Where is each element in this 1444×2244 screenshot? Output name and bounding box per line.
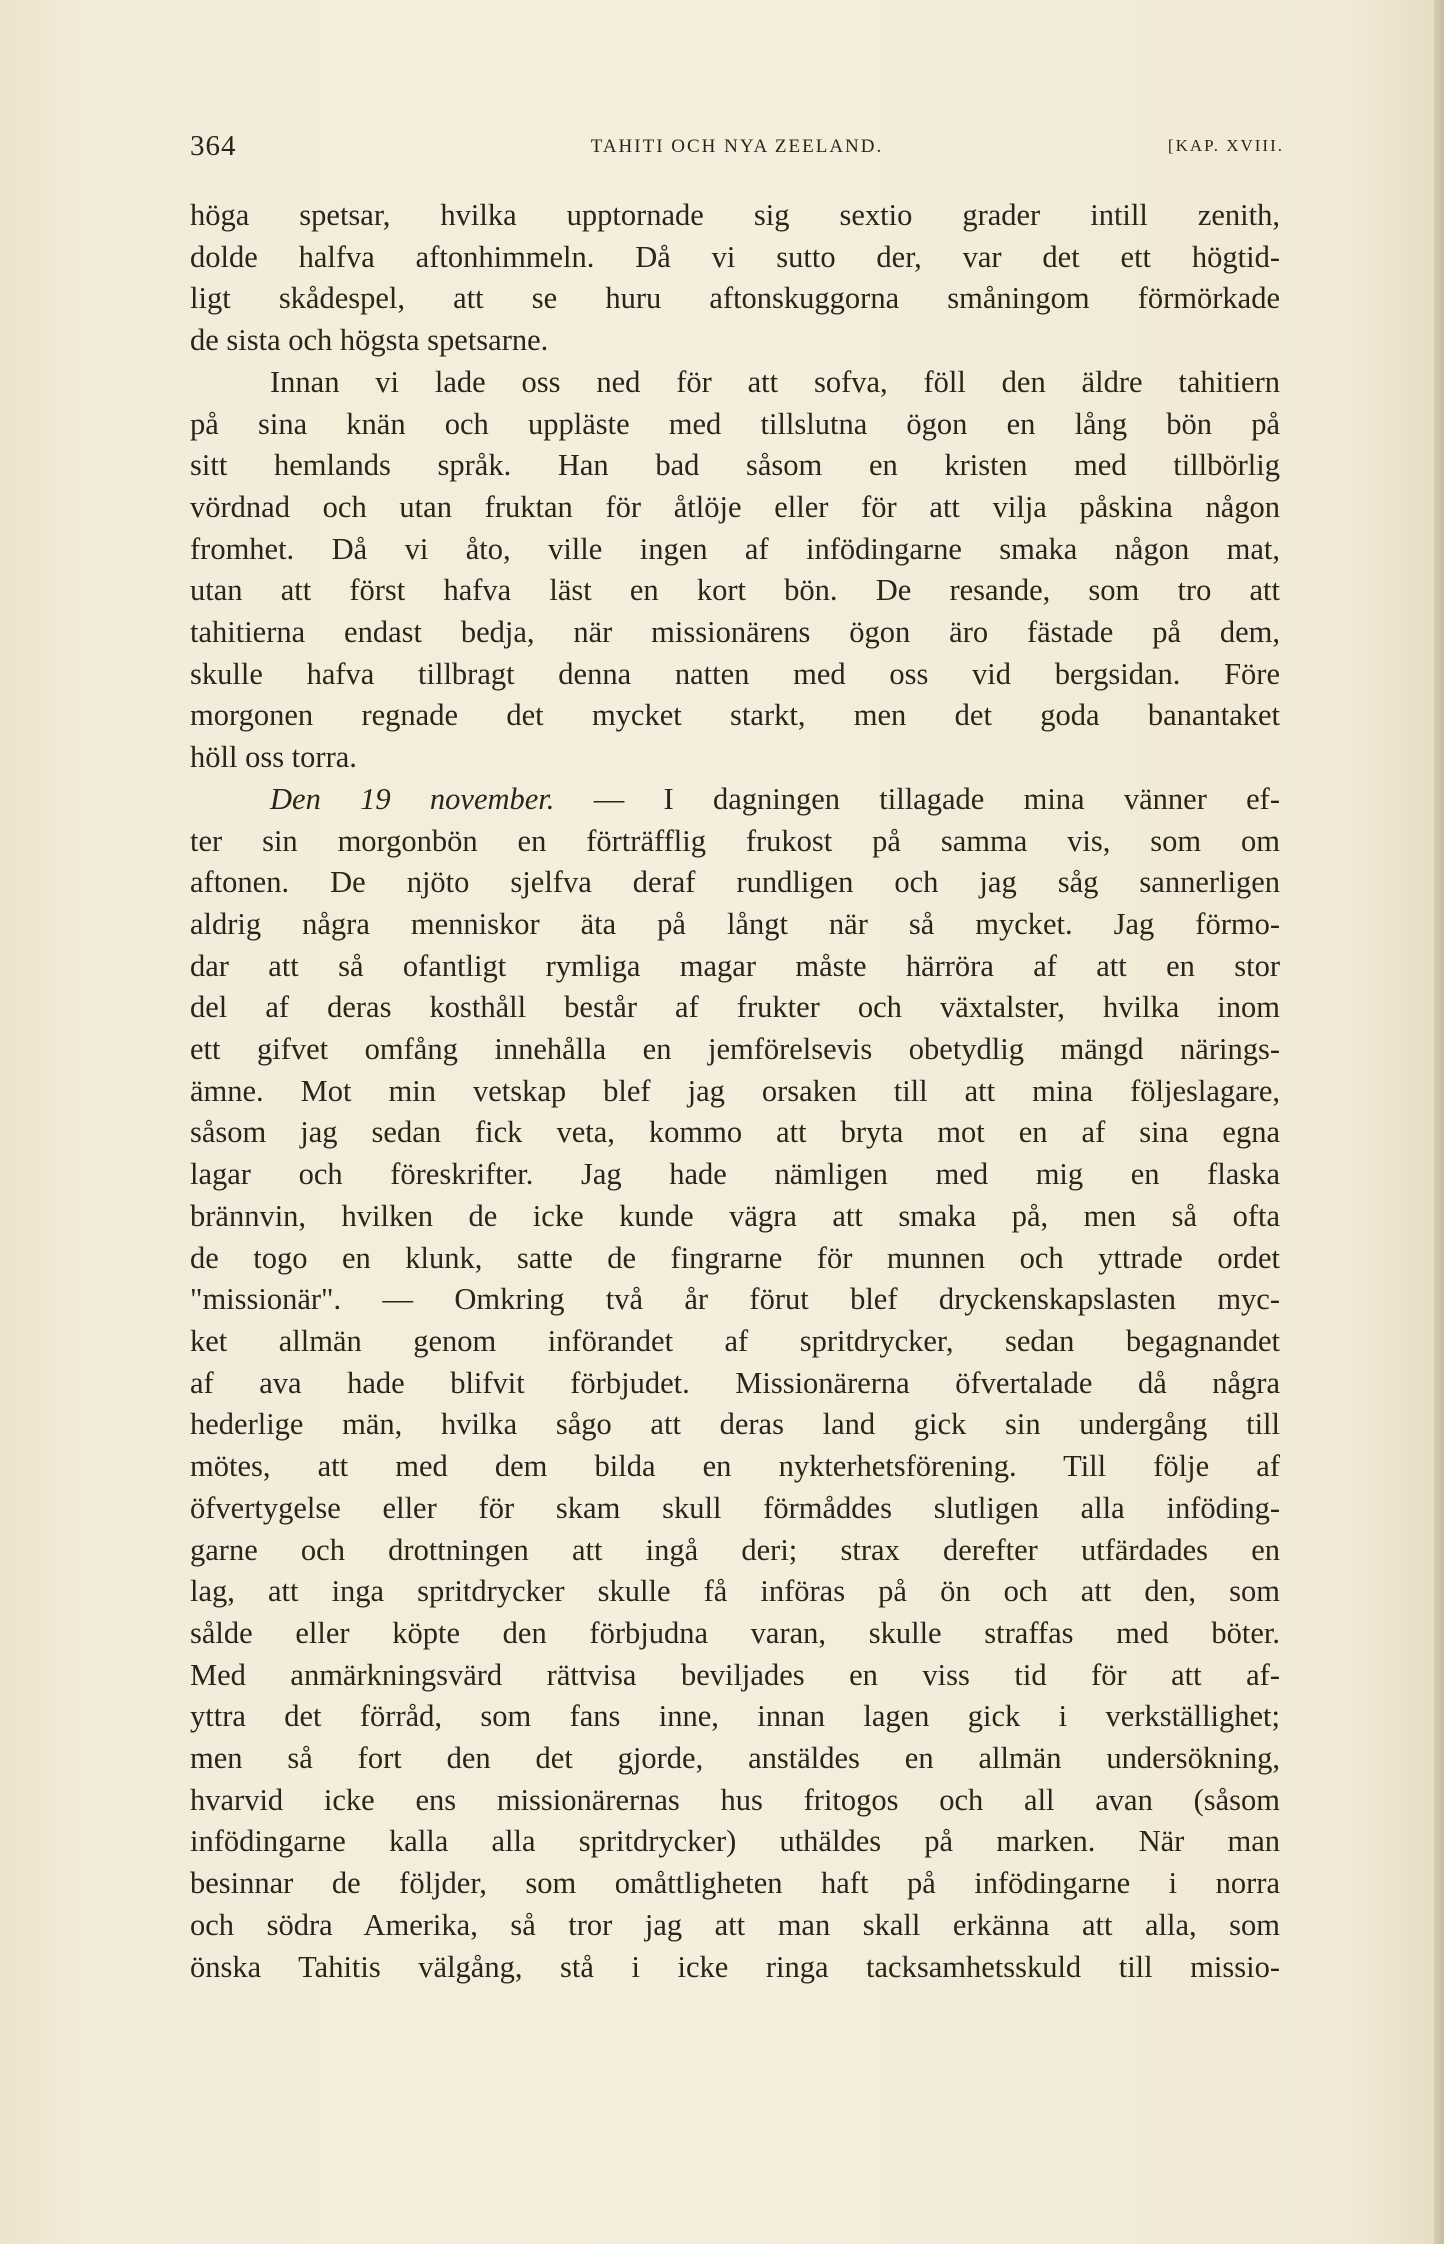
text-line: de togo en klunk, satte de fingrarne för munnen och yttrade ordet: [190, 1240, 1280, 1275]
text-line: yttra det förråd, som fans inne, innan lagen gick i verkställighet;: [190, 1699, 1280, 1734]
page-header: [190, 130, 1284, 170]
chapter-reference: [KAP. XVIII.: [1167, 136, 1284, 155]
text-line: sålde eller köpte den förbjudna varan, skulle straffas med böter.: [190, 1615, 1280, 1650]
text-line: öfvertygelse eller för skam skull förmåddes slutligen alla inföding-: [190, 1490, 1280, 1525]
text-line: hvarvid icke ens missionärernas hus fritogos och all avan (såsom: [190, 1782, 1280, 1817]
text-line: mötes, att med dem bilda en nykterhetsförening. Till följe af: [190, 1449, 1280, 1484]
text-line: ter sin morgonbön en förträfflig frukost på samma vis, som om: [190, 823, 1280, 858]
text-line-rest: — I dagningen tillagade mina vänner ef-: [593, 781, 1280, 816]
dateline: Den 19 november.: [270, 781, 555, 816]
text-line: dolde halfva aftonhimmeln. Då vi sutto der, var det ett högtid-: [190, 239, 1280, 274]
text-line: aldrig några menniskor äta på långt när så mycket. Jag förmo-: [190, 906, 1280, 941]
page-edge: [1434, 0, 1444, 2244]
text-line: sitt hemlands språk. Han bad såsom en kristen med tillbörlig: [190, 448, 1280, 483]
text-line: Med anmärkningsvärd rättvisa beviljades en viss tid för att af-: [190, 1657, 1280, 1692]
text-line: Innan vi lade oss ned för att sofva, föll den äldre tahitiern: [270, 364, 1280, 399]
text-line: på sina knän och uppläste med tillslutna ögon en lång bön på: [190, 406, 1280, 441]
text-line: ket allmän genom införandet af spritdrycker, sedan begagnandet: [190, 1323, 1280, 1358]
text-line: ämne. Mot min vetskap blef jag orsaken till att mina följeslagare,: [190, 1073, 1280, 1108]
page-number: 364: [190, 130, 237, 162]
text-line: men så fort den det gjorde, anstäldes en allmän undersökning,: [190, 1741, 1280, 1776]
text-line: besinnar de följder, som omåttligheten haft på infödingarne i norra: [190, 1866, 1280, 1901]
text-line: aftonen. De njöto sjelfva deraf rundligen och jag såg sannerligen: [190, 865, 1280, 900]
text-line: del af deras kosthåll består af frukter och växtalster, hvilka inom: [190, 990, 1280, 1025]
text-line: af ava hade blifvit förbjudet. Missionärerna öfvertalade då några: [190, 1365, 1280, 1400]
text-line: ett gifvet omfång innehålla en jemförelsevis obetydlig mängd närings-: [190, 1032, 1280, 1067]
text-line: utan att först hafva läst en kort bön. De resande, som tro att: [190, 573, 1280, 608]
text-line: dar att så ofantligt rymliga magar måste härröra af att en stor: [190, 948, 1280, 983]
text-line: önska Tahitis välgång, stå i icke ringa tacksamhetsskuld till missio-: [190, 1949, 1280, 1984]
text-line: tahitierna endast bedja, när missionärens ögon äro fästade på dem,: [190, 615, 1280, 650]
text-line: skulle hafva tillbragt denna natten med oss vid bergsidan. Före: [190, 656, 1280, 691]
text-line: de sista och högsta spetsarne.: [190, 323, 549, 358]
text-line: "missionär". — Omkring två år förut blef dryckenskapslasten myc-: [190, 1282, 1280, 1317]
text-line: och södra Amerika, så tror jag att man skall erkänna att alla, som: [190, 1907, 1280, 1942]
text-line: vördnad och utan fruktan för åtlöje eller för att vilja påskina någon: [190, 489, 1280, 524]
text-line: garne och drottningen att ingå deri; strax derefter utfärdades en: [190, 1532, 1280, 1567]
text-line: lag, att inga spritdrycker skulle få införas på ön och att den, som: [190, 1574, 1280, 1609]
text-line-dated: [190, 779, 1280, 821]
text-line: ligt skådespel, att se huru aftonskuggorna småningom förmörkade: [190, 281, 1280, 316]
text-line: hederlige män, hvilka sågo att deras land gick sin undergång till: [190, 1407, 1280, 1442]
body-text: [190, 195, 1280, 1988]
text-line: såsom jag sedan fick veta, kommo att bryta mot en af sina egna: [190, 1115, 1280, 1150]
text-line: infödingarne kalla alla spritdrycker) uthäldes på marken. När man: [190, 1824, 1280, 1859]
text-line: höll oss torra.: [190, 740, 357, 775]
text-line: höga spetsar, hvilka upptornade sig sextio grader intill zenith,: [190, 198, 1280, 232]
text-line: lagar och föreskrifter. Jag hade nämligen med mig en flaska: [190, 1157, 1280, 1192]
text-line: morgonen regnade det mycket starkt, men det goda banantaket: [190, 698, 1280, 733]
running-title: TAHITI OCH NYA ZEELAND.: [590, 136, 884, 157]
text-line: fromhet. Då vi åto, ville ingen af infödingarne smaka någon mat,: [190, 531, 1280, 566]
text-line: brännvin, hvilken de icke kunde vägra att smaka på, men så ofta: [190, 1198, 1280, 1233]
